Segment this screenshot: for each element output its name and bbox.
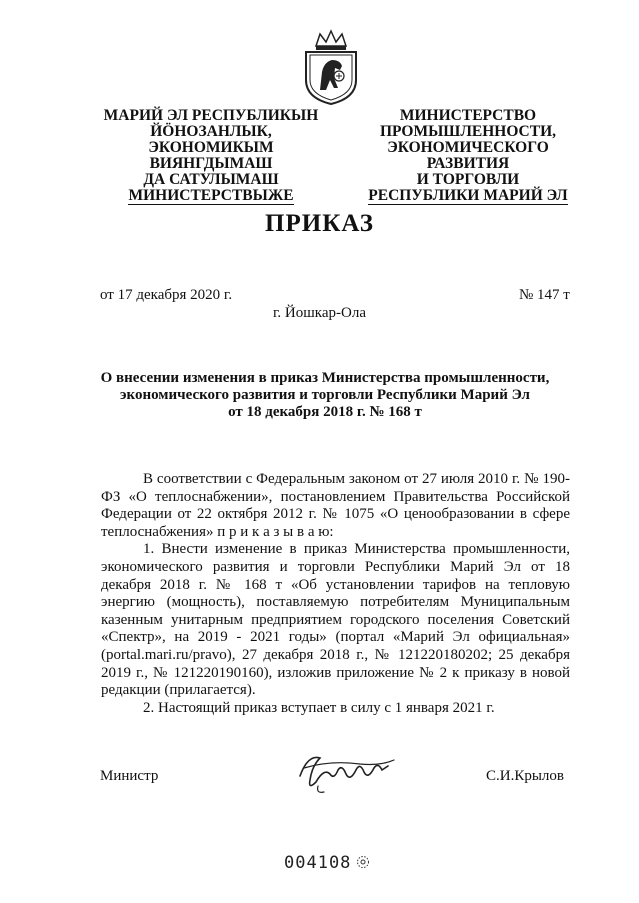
ministry-name-russian: [348, 108, 588, 204]
header-left-line: МАРИЙ ЭЛ РЕСПУБЛИКЫН: [103, 107, 319, 124]
header-left-line: [96, 188, 326, 204]
header-right-line: ПРОМЫШЛЕННОСТИ,: [379, 123, 557, 140]
serial-number: 004108: [284, 853, 352, 873]
subject-line: от 18 декабря 2018 г. № 168 т: [228, 404, 422, 420]
body-preamble: В соответствии с Федеральным законом от 27 июля 2010 г. № 190-ФЗ «О теплоснабжении», постановлением Правительства Российской Федерации от 22 октября 2012 г. № 1075 «О ценообразовании в сфере теплоснабжения» п р и к а з ы в а ю:: [101, 471, 570, 540]
header-right-line-text: РЕСПУБЛИКИ МАРИЙ ЭЛ: [368, 187, 568, 204]
header-left-line-text: МИНИСТЕРСТВЫЖЕ: [128, 187, 294, 204]
document-number: № 147 т: [519, 287, 570, 303]
signatory-title: Министр: [100, 768, 159, 784]
subject-line: О внесении изменения в приказ Министерства промышленности,: [100, 370, 550, 386]
document-title: ПРИКАЗ: [265, 210, 374, 237]
subject-line: экономического развития и торговли Республики Марий Эл: [120, 387, 530, 403]
header-left-line: ЙÖНОЗАНЛЫК, ЭКОНОМИКЫМ: [148, 123, 274, 156]
handwritten-signature: [290, 746, 410, 796]
body-item-2: 2. Настоящий приказ вступает в силу с 1 января 2021 г.: [143, 699, 495, 716]
signatory-name: С.И.Крылов: [486, 768, 564, 784]
document-city: г. Йошкар-Ола: [272, 305, 367, 321]
body-item-1: 1. Внести изменение в приказ Министерства промышленности, экономического развития и торговли Республики Марий Эл от 18 декабря 2018 г. № 168 т «Об установлении тарифов на тепловую энергию (мощность), поставляемую потребителям Муниципальным казенным унитарным предприятием городского поселения Советский «Спектр», на 2019 - 2021 годы» (портал «Марий Эл официальная» (portal.mari.ru/pravo), 27 декабря 2018 г., № 121220180202; 25 декабря 2019 г., № 121220190160), изложив приложение № 2 к приказу в новой редакции (прилагается).: [101, 541, 570, 699]
header-right-line: [348, 188, 588, 204]
document-body: [101, 471, 570, 717]
ministry-name-mari: [96, 108, 326, 204]
coat-of-arms-emblem: [302, 28, 360, 106]
header-right-line: МИНИСТЕРСТВО: [399, 107, 537, 124]
document-date: от 17 декабря 2020 г.: [100, 287, 233, 303]
header-left-line: ВИЯНГДЫМАШ: [149, 155, 273, 172]
seal-mark-icon: [356, 855, 370, 869]
header-left-line: ДА САТУЛЫМАШ: [143, 171, 279, 188]
header-right-line: И ТОРГОВЛИ: [416, 171, 520, 188]
header-right-line: ЭКОНОМИЧЕСКОГО РАЗВИТИЯ: [387, 139, 549, 172]
document-subject: [90, 370, 560, 421]
